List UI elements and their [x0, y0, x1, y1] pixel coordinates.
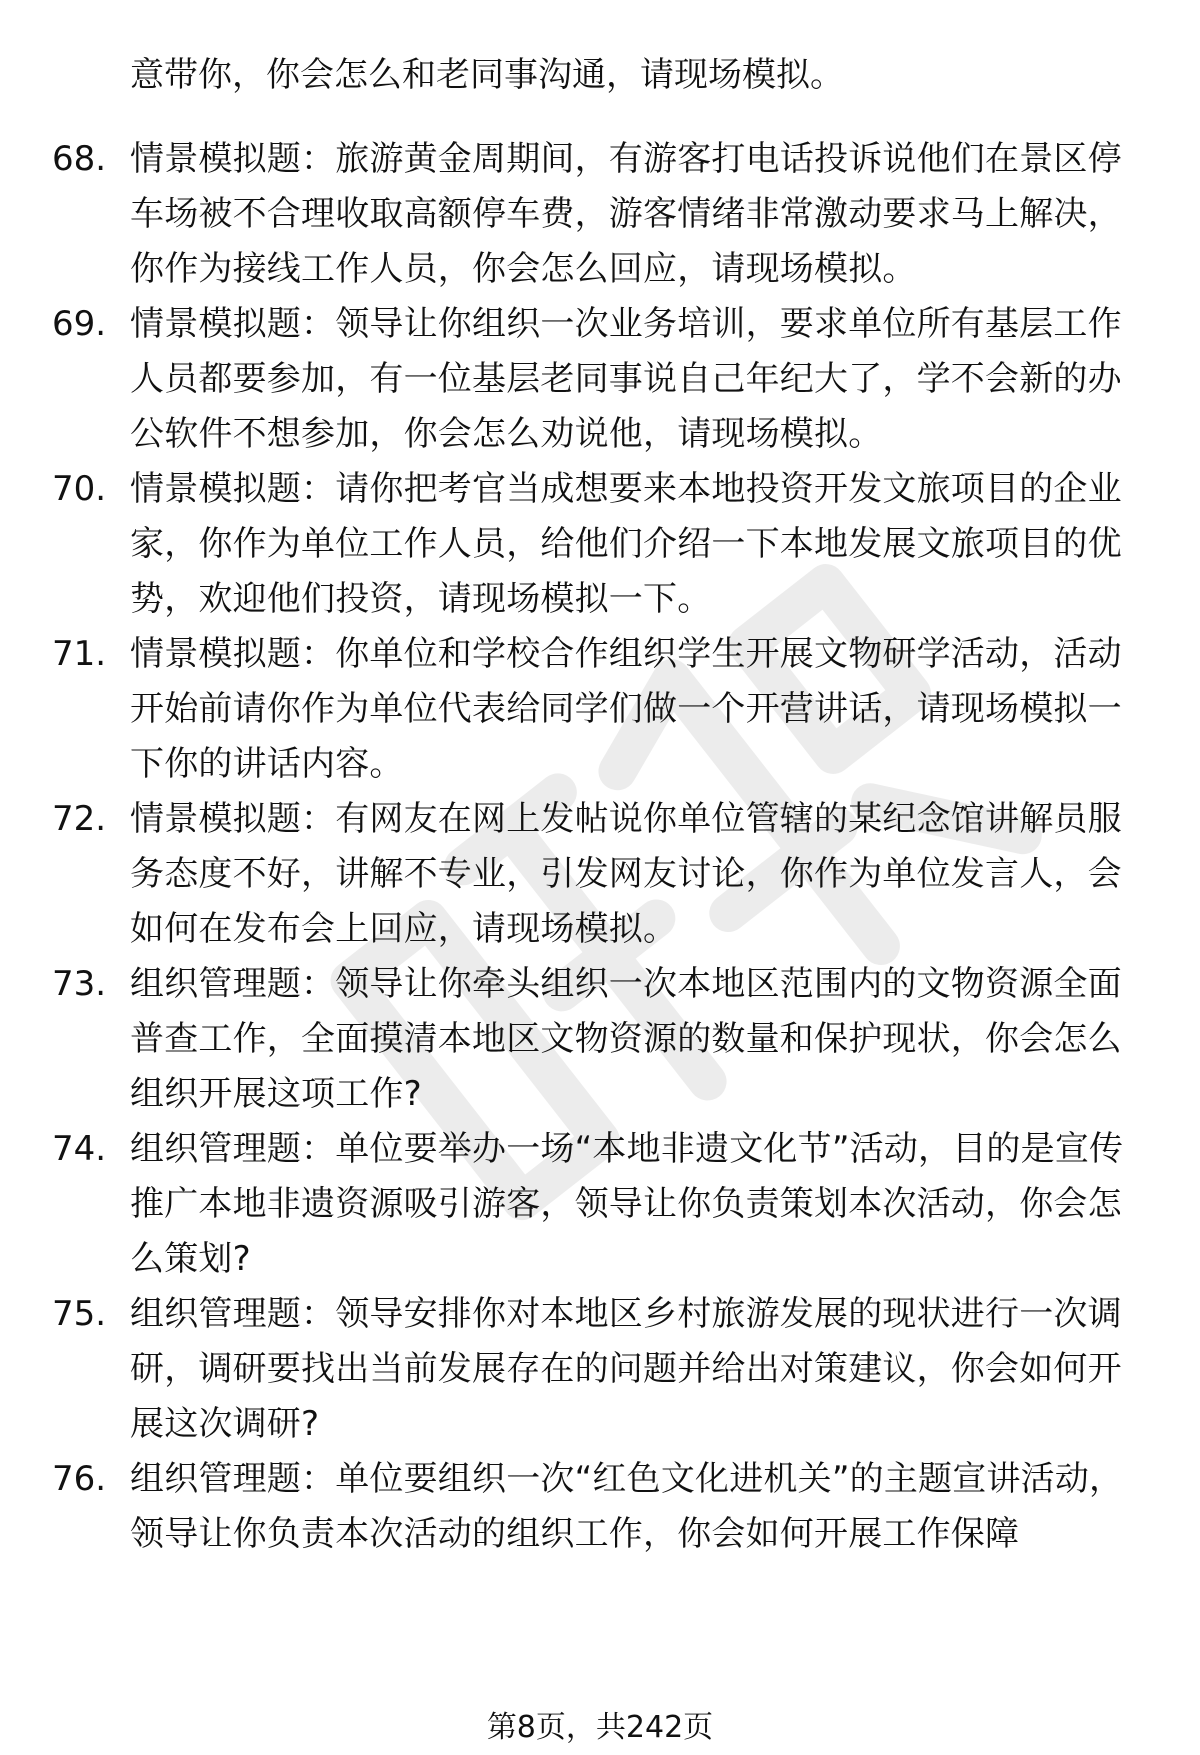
- continuation-line: 意带你，你会怎么和老同事沟通，请现场模拟。: [130, 55, 844, 95]
- question-text: 情景模拟题：有网友在网上发帖说你单位管辖的某纪念馆讲解员服务态度不好，讲解不专业，引发网友讨论，你作为单位发言人，会如何在发布会上回应，请现场模拟。: [130, 799, 1122, 949]
- question-text: 组织管理题：领导安排你对本地区乡村旅游发展的现状进行一次调研，调研要找出当前发展存在的问题并给出对策建议，你会如何开展这次调研?: [130, 1294, 1122, 1444]
- question-number: 69.: [52, 304, 107, 344]
- question-text: 组织管理题：单位要举办一场“本地非遗文化节”活动，目的是宣传推广本地非遗资源吸引游客，领导让你负责策划本次活动，你会怎么策划?: [130, 1129, 1124, 1279]
- question-number: 73.: [52, 964, 107, 1004]
- question-text: 情景模拟题：旅游黄金周期间，有游客打电话投诉说他们在景区停车场被不合理收取高额停车费，游客情绪非常激动要求马上解决，你作为接线工作人员，你会怎么回应，请现场模拟。: [130, 139, 1122, 289]
- question-number: 71.: [52, 634, 107, 674]
- question-text: 情景模拟题：请你把考官当成想要来本地投资开发文旅项目的企业家，你作为单位工作人员，给他们介绍一下本地发展文旅项目的优势，欢迎他们投资，请现场模拟一下。: [130, 469, 1122, 619]
- question-number: 74.: [52, 1129, 107, 1169]
- question-number: 76.: [52, 1459, 107, 1499]
- question-number: 72.: [52, 799, 107, 839]
- question-text: 组织管理题：领导让你牵头组织一次本地区范围内的文物资源全面普查工作，全面摸清本地区文物资源的数量和保护现状，你会怎么组织开展这项工作?: [130, 964, 1122, 1114]
- page-footer: 第8页，共242页: [486, 1710, 714, 1745]
- question-number: 75.: [52, 1294, 107, 1334]
- question-text: 情景模拟题：领导让你组织一次业务培训，要求单位所有基层工作人员都要参加，有一位基层老同事说自己年纪大了，学不会新的办公软件不想参加，你会怎么劝说他，请现场模拟。: [130, 304, 1122, 454]
- question-number: 70.: [52, 469, 107, 509]
- question-number: 68.: [52, 139, 107, 179]
- question-text: 组织管理题：单位要组织一次“红色文化进机关”的主题宣讲活动，领导让你负责本次活动的组织工作，你会如何开展工作保障: [130, 1459, 1124, 1554]
- question-text: 情景模拟题：你单位和学校合作组织学生开展文物研学活动，活动开始前请你作为单位代表给同学们做一个开营讲话，请现场模拟一下你的讲话内容。: [130, 634, 1122, 784]
